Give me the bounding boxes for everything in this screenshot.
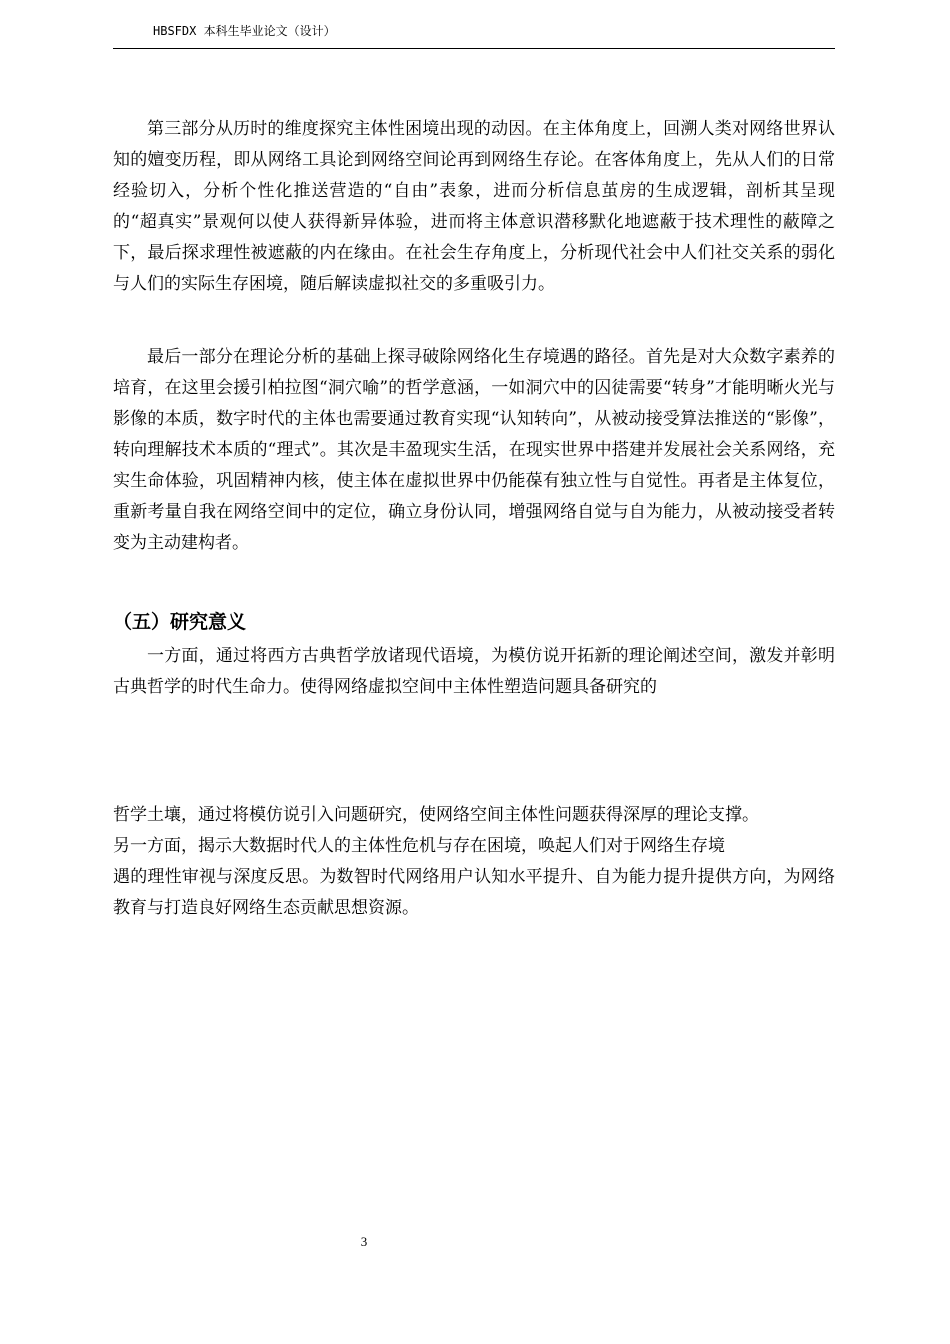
page-header: HBSFDX 本科生毕业论文（设计） <box>153 24 336 38</box>
paragraph-part-three: 第三部分从历时的维度探究主体性困境出现的动因。在主体角度上，回溯人类对网络世界认知的嬗变历程，即从网络工具论到网络空间论再到网络生存论。在客体角度上，先从人们的日常经验切入，分析个性化推送营造的“自由”表象，进而分析信息茧房的生成逻辑，剖析其呈现的“超真实”景观何以使人获得新异体验，进而将主体意识潜移默化地遮蔽于技术理性的蔽障之下，最后探求理性被遮蔽的内在缘由。在社会生存角度上，分析现代社会中人们社交关系的弱化与人们的实际生存困境，随后解读虚拟社交的多重吸引力。 <box>113 119 835 294</box>
paragraph-significance-line-1: 哲学土壤，通过将模仿说引入问题研究，使网络空间主体性问题获得深厚的理论支撑。 <box>113 805 759 825</box>
paragraph-final-part: 最后一部分在理论分析的基础上探寻破除网络化生存境遇的路径。首先是对大众数字素养的培育，在这里会援引柏拉图“洞穴喻”的哲学意涵，一如洞穴中的囚徒需要“转身”才能明晰火光与影像的本质，数字时代的主体也需要通过教育实现“认知转向”，从被动接受算法推送的“影像”，转向理解技术本质的“理式”。其次是丰盈现实生活，在现实世界中搭建并发展社会关系网络，充实生命体验，巩固精神内核，使主体在虚拟世界中仍能葆有独立性与自觉性。再者是主体复位，重新考量自我在网络空间中的定位，确立身份认同，增强网络自觉与自为能力，从被动接受者转变为主动建构者。 <box>113 347 835 553</box>
paragraph-significance-line-2: 另一方面，揭示大数据时代人的主体性危机与存在困境，唤起人们对于网络生存境 <box>113 836 725 856</box>
paragraph-significance-intro: 一方面，通过将西方古典哲学放诸现代语境，为模仿说开拓新的理论阐述空间，激发并彰明古典哲学的时代生命力。使得网络虚拟空间中主体性塑造问题具备研究的 <box>113 646 835 697</box>
page-number: 3 <box>360 1234 368 1249</box>
paragraph-significance-rest: 遇的理性审视与深度反思。为数智时代网络用户认知水平提升、自为能力提升提供方向，为网络教育与打造良好网络生态贡献思想资源。 <box>113 867 835 918</box>
section-heading-research-significance: （五）研究意义 <box>113 611 247 633</box>
header-rule <box>113 48 835 49</box>
